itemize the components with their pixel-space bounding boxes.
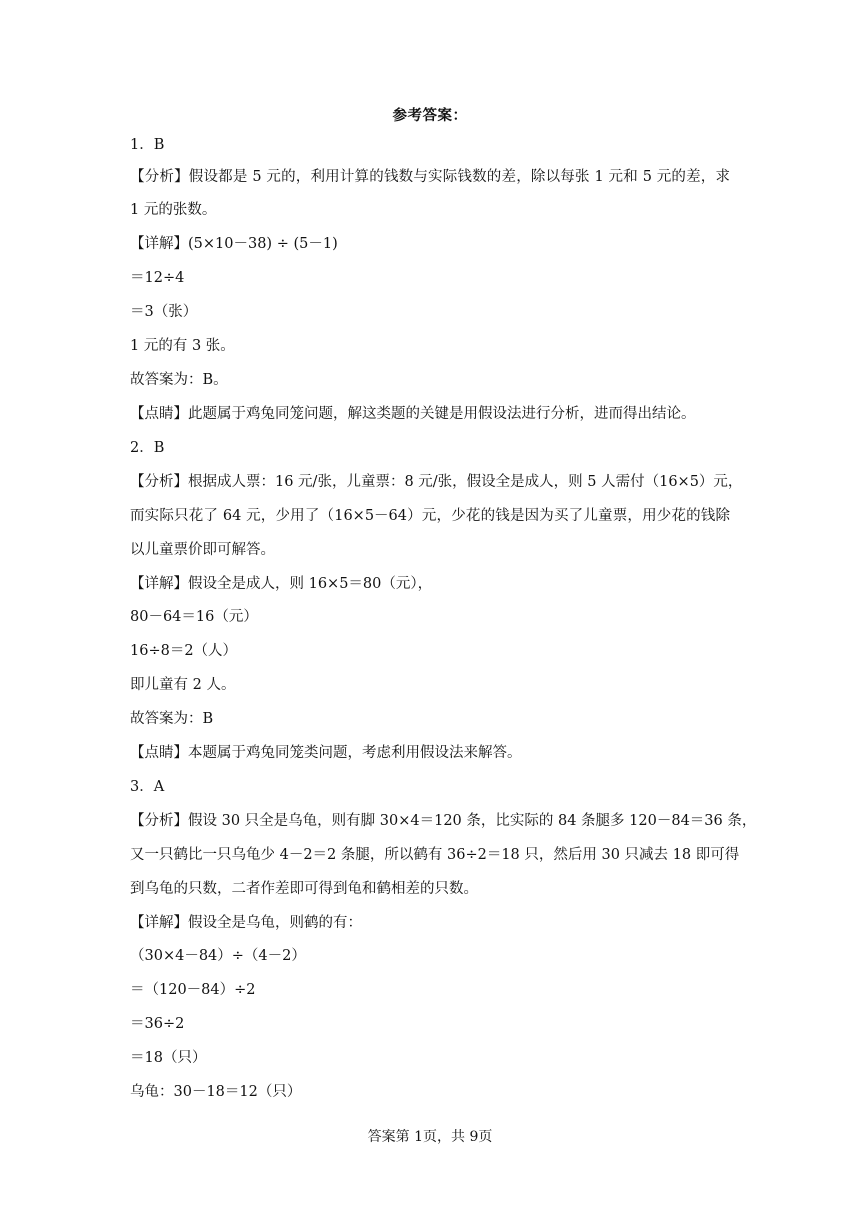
q2-detail-line-3: 16÷8＝2（人） — [130, 643, 238, 659]
question-1-answer: 1．B — [130, 137, 165, 153]
q2-comment: 【点睛】本题属于鸡兔同笼类问题，考虑利用假设法来解答。 — [130, 745, 522, 761]
q3-analysis-line-1: 【分析】假设 30 只全是乌龟，则有脚 30×4＝120 条，比实际的 84 条腿多 120－84＝36 条， — [130, 813, 757, 829]
q1-detail-line-4: 1 元的有 3 张。 — [130, 338, 235, 354]
q2-conclusion: 故答案为：B — [130, 711, 214, 727]
q2-analysis-line-1: 【分析】根据成人票：16 元/张，儿童票：8 元/张，假设全是成人，则 5 人需付（16×5）元， — [130, 474, 743, 490]
q1-detail-line-2: ＝12÷4 — [130, 270, 185, 286]
q3-detail-line-6: 乌龟：30－18＝12（只） — [130, 1084, 302, 1100]
q3-detail-line-1: 【详解】假设全是乌龟，则鹤的有： — [130, 915, 362, 931]
q3-detail-line-2: （30×4－84）÷（4－2） — [130, 948, 306, 964]
q3-analysis-line-2: 又一只鹤比一只乌龟少 4－2＝2 条腿，所以鹤有 36÷2＝18 只，然后用 30 只减去 18 即可得 — [130, 847, 740, 863]
q1-detail-line-3: ＝3（张） — [130, 304, 198, 320]
q1-detail-line-1: 【详解】(5×10－38) ÷ (5－1) — [130, 236, 338, 252]
q1-comment: 【点睛】此题属于鸡兔同笼问题，解这类题的关键是用假设法进行分析，进而得出结论。 — [130, 406, 696, 422]
q3-detail-line-3: ＝（120－84）÷2 — [130, 982, 256, 998]
question-2-answer: 2．B — [130, 440, 165, 456]
q3-detail-line-4: ＝36÷2 — [130, 1016, 185, 1032]
q2-detail-line-4: 即儿童有 2 人。 — [130, 677, 236, 693]
page-title: 参考答案： — [392, 107, 468, 124]
q2-detail-line-1: 【详解】假设全是成人，则 16×5＝80（元）， — [130, 576, 433, 592]
question-3-answer: 3．A — [130, 779, 165, 795]
q3-analysis-line-3: 到乌龟的只数，二者作差即可得到龟和鹤相差的只数。 — [130, 881, 478, 897]
page-footer: 答案第 1页，共 9页 — [367, 1129, 493, 1145]
q2-analysis-line-2: 而实际只花了 64 元，少用了（16×5－64）元，少花的钱是因为买了儿童票，用少花的钱除 — [130, 508, 730, 524]
q3-detail-line-5: ＝18（只） — [130, 1050, 207, 1066]
q1-analysis-line-1: 【分析】假设都是 5 元的，利用计算的钱数与实际钱数的差，除以每张 1 元和 5 元的差，求 — [130, 169, 730, 185]
q2-detail-line-2: 80－64＝16（元） — [130, 609, 258, 625]
q1-analysis-line-2: 1 元的张数。 — [130, 202, 217, 218]
q1-conclusion: 故答案为：B。 — [130, 372, 228, 388]
q2-analysis-line-3: 以儿童票价即可解答。 — [130, 542, 275, 558]
